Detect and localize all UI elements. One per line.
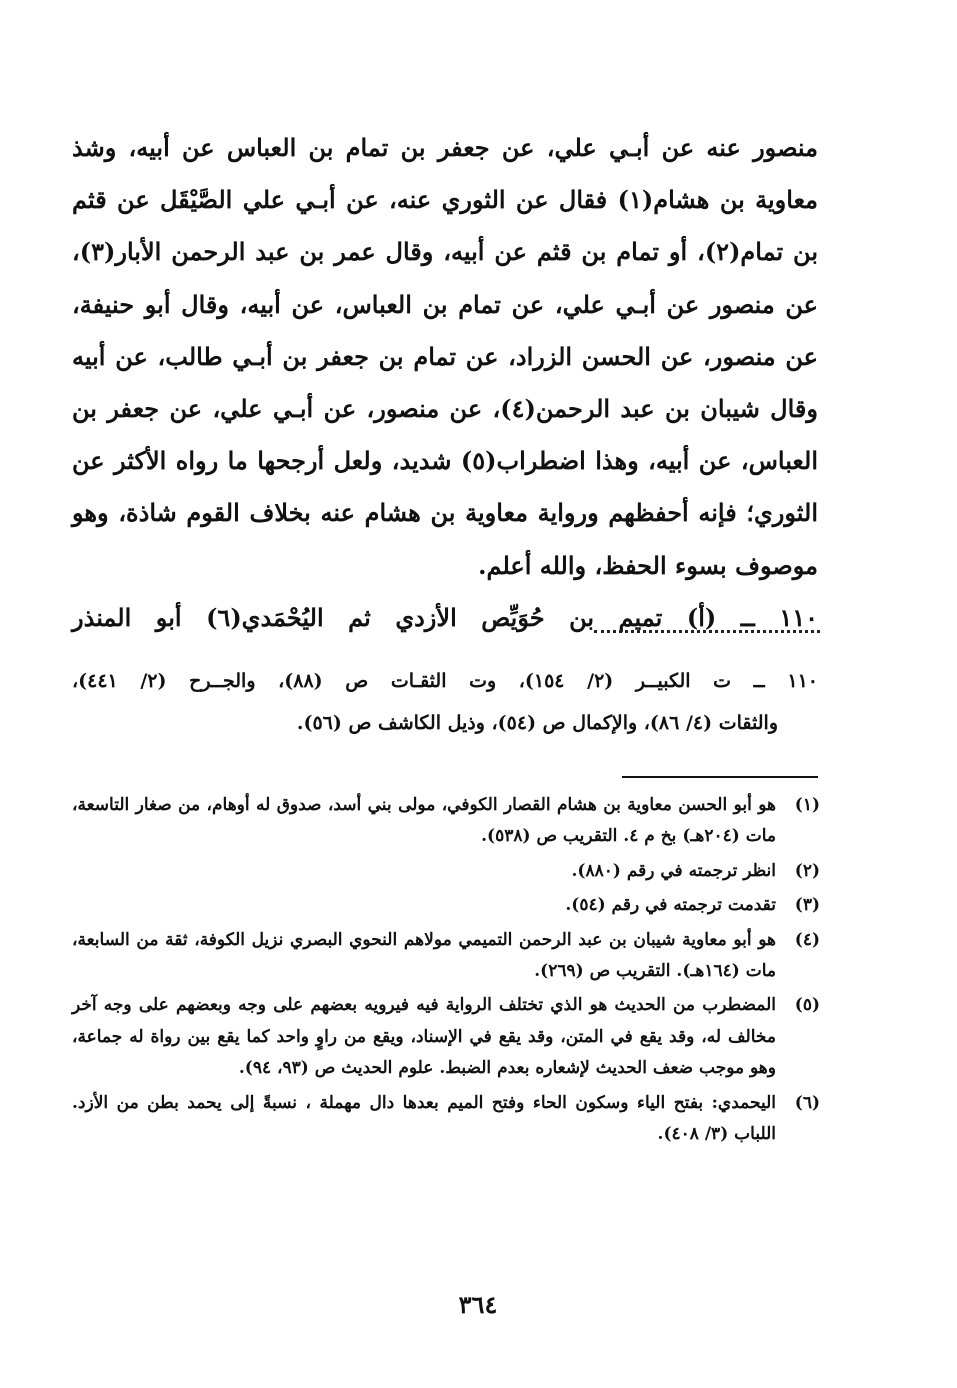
footnote-number: (٤): [794, 929, 820, 950]
footnote-text: انظر ترجمته في رقم (٨٨٠).: [571, 860, 776, 881]
footnote-rule: [622, 776, 818, 778]
footnote-number: (٢): [794, 860, 820, 881]
main-text: [72, 122, 818, 644]
footnote-text: هو أبو معاوية شيبان بن عبد الرحمن التميمي مولاهم النحوي البصري نزيل الكوفة، ثقة من السابعة، مات (١٦٤هـ). التقريب ص (٢٦٩).: [72, 929, 776, 982]
main-paragraph: منصور عنه عن أبـي علي، عن جعفر بن تمام بن العباس عن أبيه، وشذ معاوية بن هشام(١) فقال عن الثوري عنه، عن أبـي علي الصَّيْقَل عن قثم بن تمام(٢)، أو تمام بن قثم عن أبيه، وقال عمر بن عبد الرحمن الأبار(٣)، عن منصور عن أبـي علي، عن تمام بن العباس، عن أبيه، وقال أبو حنيفة، عن منصور، عن الحسن الزراد، عن تمام بن جعفر بن أبـي طالب، عن أبيه وقال شيبان بن عبد الرحمن(٤)، عن منصور، عن أبـي علي، عن جعفر بن العباس، عن أبيه، وهذا اضطراب(٥) شديد، ولعل أرجحها ما رواه الأكثر عن الثوري؛ فإنه أحفظهم ورواية معاوية بن هشام عنه بخلاف القوم شاذة، وهو موصوف بسوء الحفظ، والله أعلم.: [72, 133, 819, 580]
footnote-text: هو أبو الحسن معاوية بن هشام القصار الكوفي، مولى بني أسد، صدوق له أوهام، من صغار التاسعة، مات (٢٠٤هـ) بخ م ٤. التقريب ص (٥٣٨).: [72, 795, 776, 847]
reference-line-2: والثقات (٤/ ٨٦)، والإكمال ص (٥٤)، وذيل الكاشف ص (٥٦).: [296, 712, 778, 734]
page-number: ٣٦٤: [458, 1290, 498, 1319]
references: [72, 660, 818, 744]
footnote-number: (١): [794, 795, 820, 815]
footnote-text: اليحمدي: بفتح الياء وسكون الحاء وفتح الميم بعدها دال مهملة ، نسبةً إلى يحمد بطن من الأزد. اللباب (٣/ ٤٠٨).: [72, 1092, 776, 1145]
entry-heading: ١١٠ ــ (أ) تميم بن حُوَيِّص الأزدي ثم اليُحْمَدي(٦) أبو المنذر: [72, 602, 818, 632]
footnotes: [72, 790, 820, 1153]
footnote: [72, 890, 820, 921]
reference-line-1: ١١٠ ــ ت الكبيــر (٢/ ١٥٤)، وت الثقـات ص (٨٨)، والجــرح (٢/ ٤٤١)،: [72, 670, 818, 692]
footnote: [72, 925, 820, 988]
footnote-text: تقدمت ترجمته في رقم (٥٤).: [565, 895, 776, 916]
footnote: [72, 856, 820, 887]
footnote: [72, 790, 820, 853]
footnote: [72, 1088, 820, 1151]
footnote-number: (٦): [794, 1092, 820, 1113]
footnote: [72, 990, 820, 1084]
footnote-text: المضطرب من الحديث هو الذي تختلف الرواية فيه فيرويه بعضهم على وجه وبعضهم على وجه آخر مخالف له، وقد يقع في المتن، وقد يقع في الإسناد، ويقع من راوٍ واحد كما يقع بين رواة له جماعة، وهو موجب ضعف الحديث لإشعاره بعدم الضبط. علوم الحديث ص (٩٣، ٩٤).: [72, 995, 776, 1079]
footnote-number: (٣): [794, 895, 820, 916]
dotted-separator: [594, 630, 820, 633]
footnote-number: (٥): [794, 995, 820, 1016]
